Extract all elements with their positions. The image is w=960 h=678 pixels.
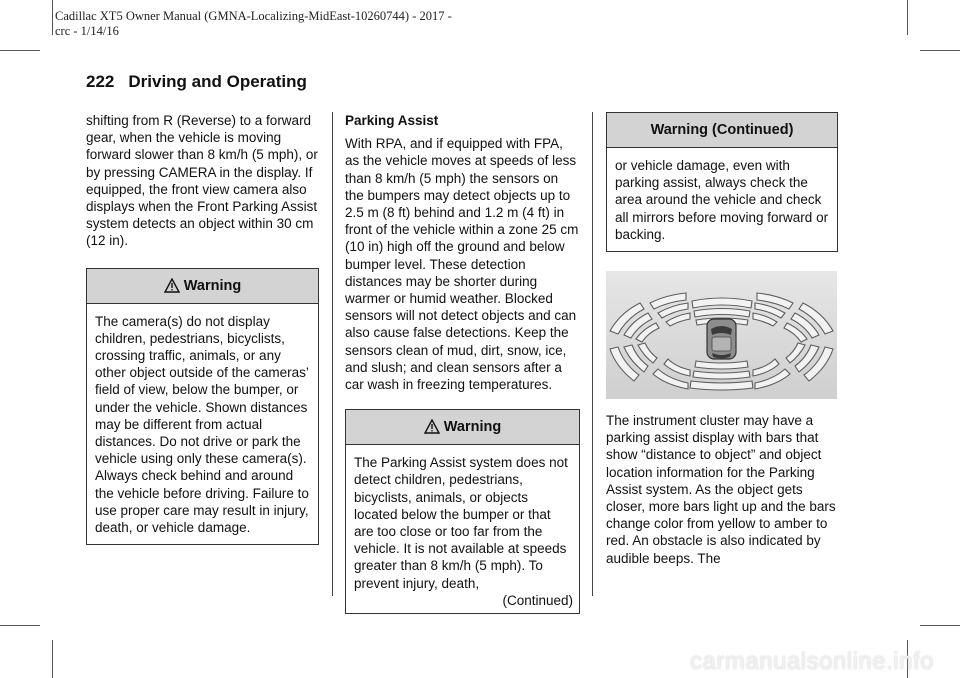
column-2 bbox=[345, 112, 580, 614]
section-subheading: Parking Assist bbox=[345, 113, 439, 128]
warning-body bbox=[346, 445, 579, 613]
body-paragraph: With RPA, and if equipped with FPA, as the vehicle moves at speeds of less than 8 km/h (5 mph) the sensors on the bumpers may detect objects up to 2.5 m (8 ft) behind and 1.2 m (4 ft) in front of the vehicle within a zone 25 cm (10 in) high off the ground and below bumper level. These detection distances may be shorter during warmer or humid weather. Blocked sensors will not detect objects and can also cause false detections. Keep the sensors clean of mud, dirt, snow, ice, and slush; and clean sensors after a car wash in freezing temperatures. bbox=[345, 136, 579, 393]
warning-text: The camera(s) do not display children, pedestrians, bicyclists, crossing traffic, animals, or any other object outside of the cameras’ field of view, below the bumper, or under the vehicle. Shown distances may be different from actual distances. Do not drive or park the vehicle using only these camera(s). Always check behind and around the vehicle before driving. Failure to use proper care may result in injury, death, or vehicle damage. bbox=[95, 313, 309, 536]
crop-mark bbox=[52, 640, 53, 678]
page-heading bbox=[86, 72, 307, 92]
crop-mark bbox=[0, 625, 40, 626]
meta-line: crc - 1/14/16 bbox=[55, 24, 119, 38]
crop-mark bbox=[920, 50, 960, 51]
crop-mark bbox=[907, 0, 908, 35]
warning-triangle-icon bbox=[164, 272, 180, 306]
page-number: 222 bbox=[86, 72, 115, 91]
parking-assist-display-icon bbox=[606, 271, 837, 399]
warning-box-continued bbox=[606, 112, 838, 252]
crop-mark bbox=[52, 0, 53, 35]
warning-title: Warning bbox=[183, 277, 242, 294]
warning-header bbox=[87, 269, 318, 304]
warning-header bbox=[346, 410, 579, 445]
warning-box bbox=[345, 409, 580, 614]
document-meta bbox=[55, 9, 575, 39]
crop-mark bbox=[920, 625, 960, 626]
column-divider bbox=[332, 112, 333, 596]
warning-title: Warning bbox=[443, 419, 502, 436]
warning-header: Warning (Continued) bbox=[607, 113, 837, 148]
section-title: Driving and Operating bbox=[128, 72, 307, 91]
watermark: carmanualsonline.info bbox=[690, 648, 934, 675]
continued-label: (Continued) bbox=[502, 592, 573, 608]
meta-line: Cadillac XT5 Owner Manual (GMNA-Localizing-MidEast-10260744) - 2017 - bbox=[55, 9, 452, 23]
column-3 bbox=[606, 112, 838, 252]
warning-triangle-icon bbox=[424, 413, 440, 447]
body-paragraph: The instrument cluster may have a parking assist display with bars that show “distance to object” and object location information for the Parking Assist system. As the object gets closer, more bars light up and the bars change color from yellow to amber to red. An obstacle is also indicated by audible beeps. The bbox=[606, 413, 836, 566]
column-divider bbox=[592, 112, 593, 596]
column-3-text bbox=[606, 412, 841, 567]
body-paragraph: shifting from R (Reverse) to a forward gear, when the vehicle is moving forward slower than 8 km/h (5 mph), or by pressing CAMERA in the display. If equipped, the front view camera also displays when the Front Parking Assist system detects an object within 30 cm (12 in). bbox=[86, 113, 318, 249]
warning-text: or vehicle damage, even with parking assist, always check the area around the vehicle and check all mirrors before moving forward or backing. bbox=[615, 158, 829, 242]
column-1 bbox=[86, 112, 319, 545]
parking-assist-display-image bbox=[606, 271, 837, 399]
warning-text: The Parking Assist system does not detect children, pedestrians, bicyclists, animals, or objects located below the bumper or that are too close or too far from the vehicle. It is not available at speeds greater than 8 km/h (5 mph). To prevent injury, death, bbox=[354, 455, 568, 591]
warning-box bbox=[86, 268, 319, 546]
crop-mark bbox=[0, 50, 40, 51]
